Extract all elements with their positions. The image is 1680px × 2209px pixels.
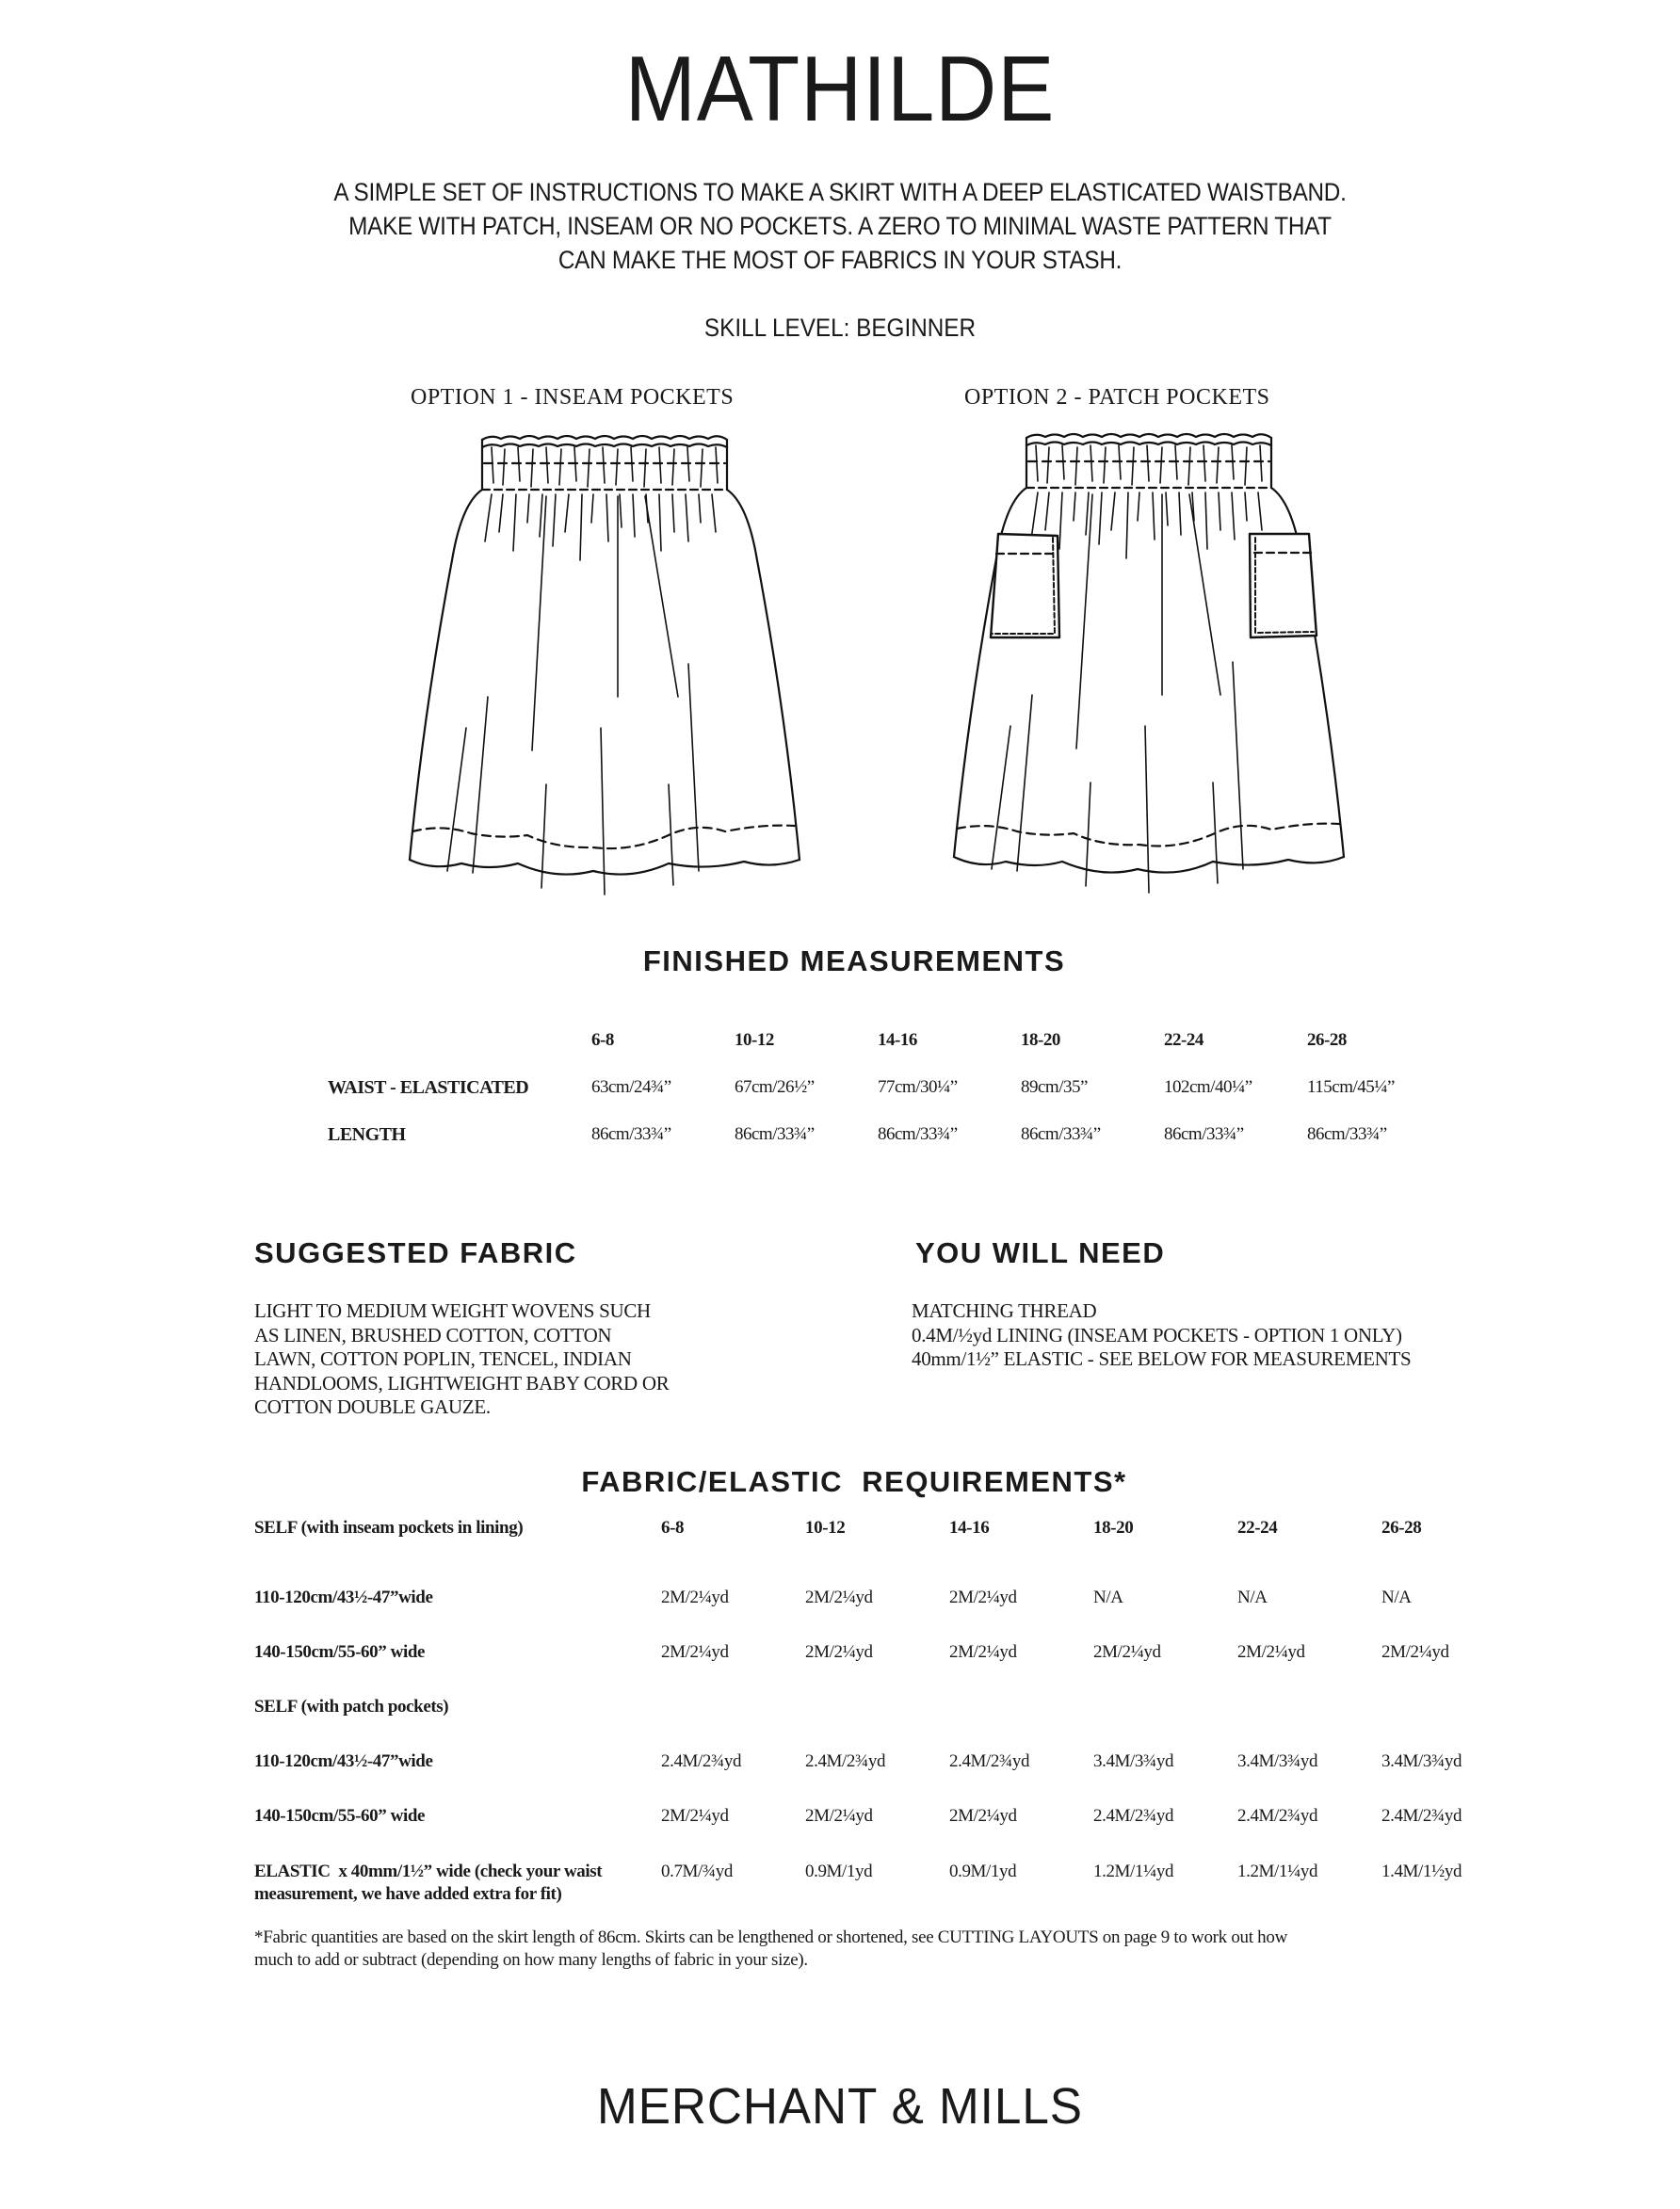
table-row bbox=[254, 1846, 1526, 1906]
size-header: 14-16 bbox=[878, 1030, 917, 1050]
row-label: 110-120cm/43½-47”wide bbox=[254, 1751, 433, 1771]
skirt-body bbox=[410, 490, 800, 895]
row-label: 140-150cm/55-60” wide bbox=[254, 1806, 426, 1826]
size-header: 6-8 bbox=[591, 1030, 614, 1050]
table-row bbox=[254, 1791, 1526, 1846]
size-header: 6-8 bbox=[661, 1518, 685, 1538]
table-cell: 86cm/33¾” bbox=[591, 1124, 671, 1144]
table-cell: 2.4M/2¾yd bbox=[1237, 1806, 1318, 1826]
finished-measurements-table bbox=[328, 1017, 1450, 1158]
empty-cell bbox=[1237, 1682, 1381, 1736]
waistband bbox=[482, 436, 727, 490]
you-will-need-heading: YOU WILL NEED bbox=[915, 1236, 1166, 1269]
suggested-fabric-text bbox=[254, 1299, 744, 1420]
right-patch-pocket bbox=[1250, 534, 1317, 637]
skirt-patch-pockets-illustration bbox=[951, 428, 1356, 899]
table-cell bbox=[1381, 1846, 1526, 1906]
pattern-description bbox=[0, 175, 1680, 277]
brand-logo-text: MERCHANT & MILLS bbox=[597, 2078, 1083, 2135]
skill-level: SKILL LEVEL: BEGINNER bbox=[703, 314, 977, 342]
size-header: 18-20 bbox=[1093, 1518, 1134, 1538]
table-cell bbox=[661, 1846, 805, 1906]
footnote-line: *Fabric quantities are based on the skirt length of 86cm. Skirts can be lengthened or shortened, see CUTTING LAYOUTS on page 9 to work out how bbox=[254, 1927, 1287, 1947]
text-line: AS LINEN, BRUSHED COTTON, COTTON bbox=[254, 1323, 612, 1346]
table-cell: 2M/2¼yd bbox=[661, 1588, 729, 1607]
list-item: 0.4M/½yd LINING (INSEAM POCKETS - OPTION 1 ONLY) bbox=[912, 1323, 1402, 1346]
table-cell: 2.4M/2¾yd bbox=[805, 1751, 886, 1771]
skirt-inseam-pockets-illustration bbox=[405, 428, 810, 899]
table-cell: 3.4M/3¾yd bbox=[1237, 1751, 1318, 1771]
table-cell: 86cm/33¾” bbox=[1164, 1124, 1244, 1144]
section-label: SELF (with patch pockets) bbox=[254, 1697, 449, 1717]
table-cell: 2M/2¼yd bbox=[805, 1806, 873, 1826]
table-cell: 115cm/45¼” bbox=[1307, 1077, 1395, 1097]
table-cell bbox=[949, 1846, 1093, 1906]
table-cell: 2.4M/2¾yd bbox=[1381, 1806, 1462, 1826]
table-cell bbox=[1093, 1846, 1237, 1906]
table-row bbox=[328, 1111, 1450, 1158]
table-cell: N/A bbox=[1237, 1588, 1268, 1607]
description-line: A SIMPLE SET OF INSTRUCTIONS TO MAKE A SKIRT WITH A DEEP ELASTICATED WAISTBAND. bbox=[333, 178, 1347, 206]
pattern-title: MATHILDE bbox=[624, 37, 1056, 140]
waistband bbox=[1026, 434, 1271, 488]
description-line: CAN MAKE THE MOST OF FABRICS IN YOUR STASH. bbox=[557, 246, 1123, 274]
cell-value: 0.7M/¾yd bbox=[661, 1862, 733, 1881]
table-cell: 2M/2¼yd bbox=[1237, 1642, 1305, 1662]
table-cell: 2M/2¼yd bbox=[949, 1806, 1017, 1826]
text-line: LAWN, COTTON POPLIN, TENCEL, INDIAN bbox=[254, 1347, 632, 1370]
table-cell: 63cm/24¾” bbox=[591, 1077, 671, 1097]
table-row bbox=[254, 1627, 1526, 1682]
table-cell: 2M/2¼yd bbox=[949, 1588, 1017, 1607]
table-header-row bbox=[328, 1017, 1450, 1064]
empty-cell bbox=[1093, 1682, 1237, 1736]
table-cell: N/A bbox=[1093, 1588, 1123, 1607]
table-cell: 3.4M/3¾yd bbox=[1381, 1751, 1462, 1771]
left-patch-pocket bbox=[991, 534, 1059, 637]
table-cell: N/A bbox=[1381, 1588, 1412, 1607]
suggested-fabric-heading: SUGGESTED FABRIC bbox=[254, 1236, 577, 1269]
table-cell: 2M/2¼yd bbox=[661, 1642, 729, 1662]
requirements-heading: FABRIC/ELASTIC REQUIREMENTS* bbox=[581, 1465, 1127, 1498]
table-cell: 86cm/33¾” bbox=[1307, 1124, 1387, 1144]
table-cell bbox=[1237, 1846, 1381, 1906]
table-cell bbox=[805, 1846, 949, 1906]
size-header: 14-16 bbox=[949, 1518, 990, 1538]
table-cell: 2M/2¼yd bbox=[661, 1806, 729, 1826]
table-cell: 77cm/30¼” bbox=[878, 1077, 958, 1097]
empty-cell bbox=[805, 1682, 949, 1736]
cell-value: 1.2M/1¼yd bbox=[1237, 1862, 1318, 1881]
table-cell: 2M/2¼yd bbox=[805, 1642, 873, 1662]
elastic-label-line: measurement, we have added extra for fit) bbox=[254, 1884, 562, 1904]
row-label: 110-120cm/43½-47”wide bbox=[254, 1588, 433, 1607]
cell-value: 1.2M/1¼yd bbox=[1093, 1862, 1174, 1881]
table-header-row bbox=[254, 1518, 1526, 1572]
list-item: 40mm/1½” ELASTIC - SEE BELOW FOR MEASUREMENTS bbox=[912, 1347, 1412, 1370]
footnote bbox=[254, 1927, 1478, 1972]
size-header: 22-24 bbox=[1164, 1030, 1203, 1050]
table-cell: 86cm/33¾” bbox=[878, 1124, 958, 1144]
size-header: 26-28 bbox=[1381, 1518, 1422, 1538]
size-header: 10-12 bbox=[805, 1518, 846, 1538]
table-cell: 86cm/33¾” bbox=[1021, 1124, 1101, 1144]
requirements-table bbox=[254, 1518, 1526, 1906]
table-cell: 2.4M/2¾yd bbox=[949, 1751, 1030, 1771]
elastic-label-line: ELASTIC x 40mm/1½” wide (check your waist bbox=[254, 1862, 603, 1881]
row-label: WAIST - ELASTICATED bbox=[328, 1076, 529, 1098]
table-cell: 102cm/40¼” bbox=[1164, 1077, 1252, 1097]
size-header: 10-12 bbox=[735, 1030, 774, 1050]
empty-cell bbox=[1381, 1682, 1526, 1736]
option1-label: OPTION 1 - INSEAM POCKETS bbox=[411, 385, 735, 410]
table-row bbox=[328, 1064, 1450, 1111]
section-label: SELF (with inseam pockets in lining) bbox=[254, 1518, 524, 1538]
you-will-need-list bbox=[912, 1299, 1477, 1372]
description-line: MAKE WITH PATCH, INSEAM OR NO POCKETS. A ZERO TO MINIMAL WASTE PATTERN THAT bbox=[348, 212, 1332, 240]
row-label: LENGTH bbox=[328, 1123, 406, 1145]
size-header: 18-20 bbox=[1021, 1030, 1060, 1050]
text-line: LIGHT TO MEDIUM WEIGHT WOVENS SUCH bbox=[254, 1299, 651, 1322]
empty-cell bbox=[661, 1682, 805, 1736]
cell-value: 0.9M/1yd bbox=[805, 1862, 873, 1881]
table-cell: 2M/2¼yd bbox=[1381, 1642, 1449, 1662]
list-item: MATCHING THREAD bbox=[912, 1299, 1097, 1322]
table-cell: 2M/2¼yd bbox=[949, 1642, 1017, 1662]
table-section-row bbox=[254, 1682, 1526, 1736]
finished-measurements-heading: FINISHED MEASUREMENTS bbox=[642, 944, 1066, 977]
table-cell: 3.4M/3¾yd bbox=[1093, 1751, 1174, 1771]
table-cell: 89cm/35” bbox=[1021, 1077, 1088, 1097]
row-label: 140-150cm/55-60” wide bbox=[254, 1642, 426, 1662]
table-cell: 86cm/33¾” bbox=[735, 1124, 815, 1144]
table-cell: 2.4M/2¾yd bbox=[661, 1751, 742, 1771]
size-header: 26-28 bbox=[1307, 1030, 1347, 1050]
option2-label: OPTION 2 - PATCH POCKETS bbox=[964, 385, 1270, 410]
table-cell: 2M/2¼yd bbox=[805, 1588, 873, 1607]
table-corner bbox=[328, 1017, 591, 1064]
table-cell: 2.4M/2¾yd bbox=[1093, 1806, 1174, 1826]
table-cell: 2M/2¼yd bbox=[1093, 1642, 1161, 1662]
table-row bbox=[254, 1572, 1526, 1627]
text-line: COTTON DOUBLE GAUZE. bbox=[254, 1395, 491, 1418]
text-line: HANDLOOMS, LIGHTWEIGHT BABY CORD OR bbox=[254, 1371, 670, 1395]
table-cell: 67cm/26½” bbox=[735, 1077, 815, 1097]
footnote-line: much to add or subtract (depending on how many lengths of fabric in your size). bbox=[254, 1950, 808, 1970]
cell-value: 0.9M/1yd bbox=[949, 1862, 1017, 1881]
cell-value: 1.4M/1½yd bbox=[1381, 1862, 1462, 1881]
table-row bbox=[254, 1736, 1526, 1791]
row-label bbox=[254, 1846, 661, 1906]
empty-cell bbox=[949, 1682, 1093, 1736]
size-header: 22-24 bbox=[1237, 1518, 1278, 1538]
